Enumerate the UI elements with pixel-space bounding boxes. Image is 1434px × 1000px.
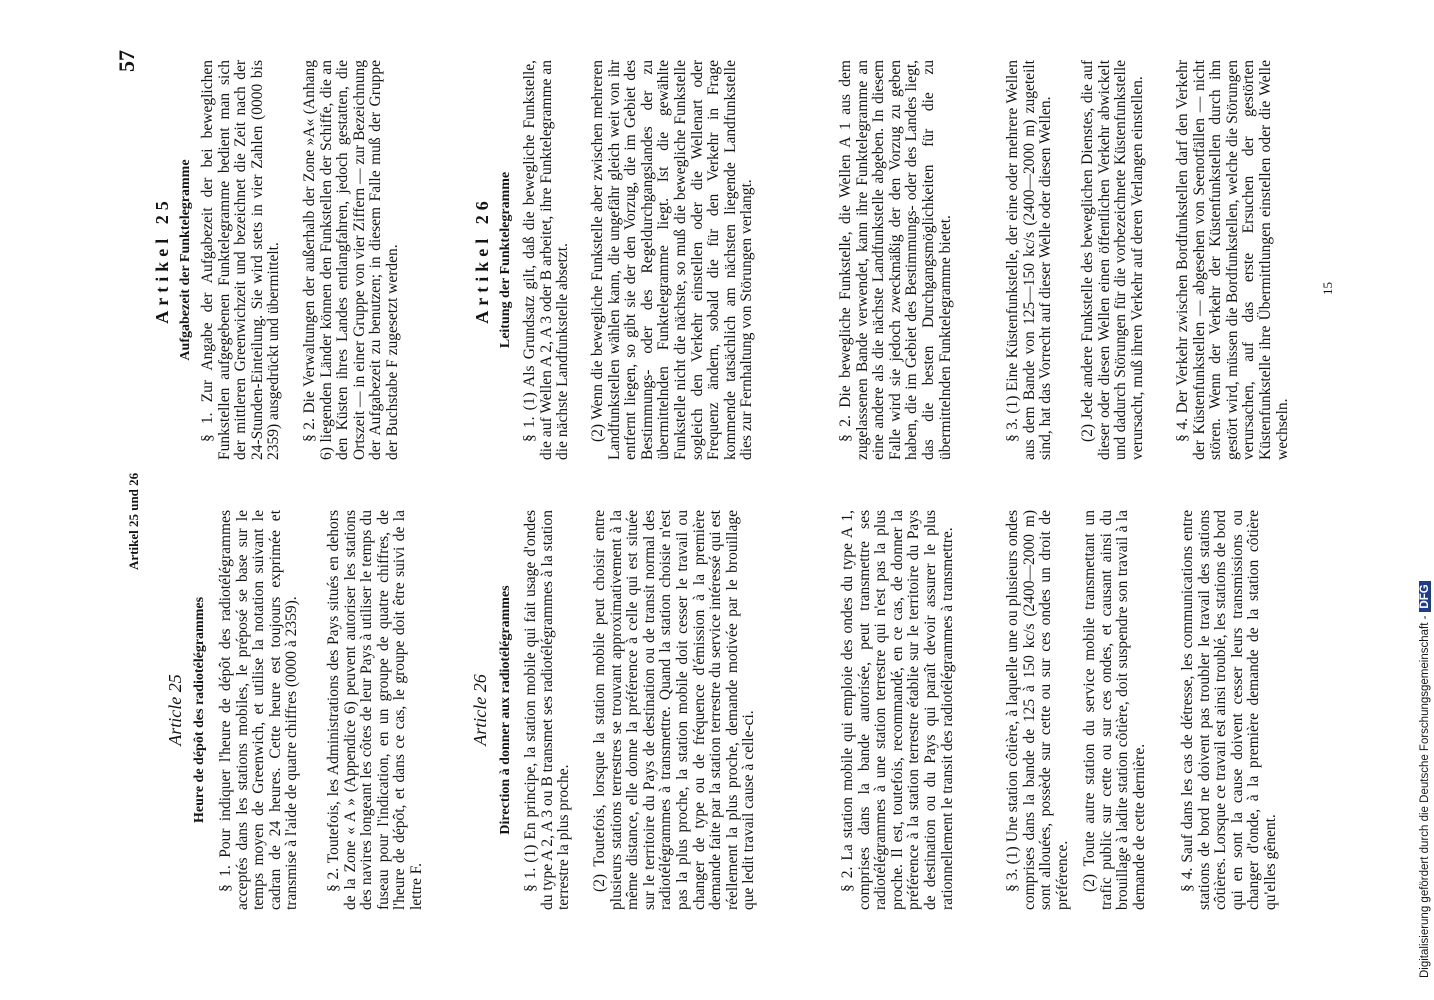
digitization-note [1419,18,1431,978]
de-article-26-title: Artikel 26 [472,196,492,324]
fr-art26-para-4: § 3. (1) Une station côtière, à laquelle une ou plusieurs ondes comprises dans la bande de 125 à 150 kc/s (2400—2000 m) sont allouées, possède sur cette ou sur ces ondes un droit de préférence. [1004,510,1071,910]
fr-art26-para-6: § 4. Sauf dans les cas de détresse, les communications entre stations de bord ne doivent pas troubler le travail des stations côtières. Lorsque ce travail est ainsi troublé, les stations de bord qui en sont la cause doivent cesser leurs transmissions ou changer d'onde, à la première demande de la station côtière qu'elles gênent. [1179,510,1279,910]
de-article-25-title: Artikel 25 [152,196,172,324]
digitization-text: Digitalisierung gefördert durch die Deutsche Forschungsgemeinschaft - [1419,615,1431,978]
de-art26-para-2: (2) Wenn die bewegliche Funkstelle aber zwischen mehreren Landfunkstellen wählen kann, die ungefähr gleich weit von ihr entfernt liegen, so gibt sie der den Vorzug, die im Gebiet des Bestimmungs- oder des Regeldurchgangslandes der zu übermittelnden Funktelegramme liegt. Ist die gewählte Funkstelle nicht die nächste, so muß die bewegliche Funkstelle sogleich den Verkehr einstellen oder die Wellenart oder Frequenz ändern, sobald die für den Verkehr in Frage kommende tatsächlich am nächsten liegende Landfunkstelle dies zur Fernhaltung von Störungen verlangt. [589,60,756,460]
fr-art26-para-2: (2) Toutefois, lorsque la station mobile peut choisir entre plusieurs stations terrestres se trouvant approximativement à la même distance, elle donne la préférence à celle qui est située sur le territoire du Pays de destination ou de transit normal des radiotélégrammes à transmettre. Quand la station choisie n'est pas la plus proche, la station mobile doit cesser le travail ou changer de type ou de fréquence d'émission à la première demande faite par la station terrestre du service intéressé qui est réellement la plus proche, demande motivée par le brouillage que ledit travail cause à celle-ci. [591,510,758,910]
de-art26-para-5: (2) Jede andere Funkstelle des beweglichen Dienstes, die auf dieser oder diesen Wellen einen öffentlichen Verkehr abwickelt und dadurch Störungen für die vorbezeichnete Küstenfunkstelle verursacht, muß ihren Verkehr auf deren Verlangen einstellen. [1079,60,1146,460]
de-art26-para-6: § 4. Der Verkehr zwischen Bordfunkstellen darf den Verkehr der Küstenfunkstellen — abgesehen von Seenotfällen — nicht stören. Wenn der Verkehr der Küstenfunkstellen durch ihn gestört wird, müssen die Bordfunkstellen, welche die Störungen verursachen, auf das erste Ersuchen der gestörten Küstenfunkstelle ihre Übermittlungen einstellen oder die Welle wechseln. [1174,60,1291,460]
de-art25-para-1: § 1. Zur Angabe der Aufgabezeit der bei beweglichen Funkstellen aufgegebenen Funktelegramme bedient man sich der mittleren Greenwichzeit und bezeichnet die Zeit nach der 24-Stunden-Einteilung. Sie wird stets in vier Zahlen (0000 bis 2359) ausgedrückt und übermittelt. [199,60,283,460]
de-art25-para-2: § 2. Die Verwaltungen der außerhalb der Zone »A« (Anhang 6) liegenden Länder können den Funkstellen der Schiffe, die an den Küsten ihres Landes entlangfahren, jedoch gestatten, die Ortszeit — in einer Gruppe von vier Ziffern — zur Bezeichnung der Aufgabezeit zu benutzen; in diesem Falle muß der Gruppe der Buchstabe F zugesetzt werden. [301,60,401,460]
fr-art25-para-1: § 1. Pour indiquer l'heure de dépôt des radiotélégrammes acceptés dans les stations mobiles, le préposé se base sur le temps moyen de Greenwich, et utilise la notation suivant le cadran de 24 heures. Cette heure est toujours exprimée et transmise à l'aide de quatre chiffres (0000 à 2359). [217,510,301,910]
de-art26-para-4: § 3. (1) Eine Küstenfunkstelle, der eine oder mehrere Wellen aus dem Bande von 125—150 kc/s (2400—2000 m) zugeteilt sind, hat das Vorrecht auf dieser Welle oder diesen Wellen. [1004,60,1055,460]
fr-article-25-subtitle: Heure de dépôt des radiotélégrammes [192,596,207,824]
de-art26-para-3: § 2. Die bewegliche Funkstelle, die Wellen A 1 aus dem zugelassenen Bande verwendet, kann ihre Funktelegramme an eine andere als die nächste Landfunkstelle abgeben. In diesem Falle wird sie jedoch zweckmäßig der den Vorzug zu geben haben, die im Gebiet des Bestimmungs- oder des Landes liegt, das die besten Durchgangsmöglichkeiten für die zu übermittelnden Funktelegramme bietet. [837,60,954,460]
fr-art26-para-5: (2) Toute autre station du service mobile transmettant un trafic public sur cette ou sur ces ondes, et causant ainsi du brouillage à ladite station côtière, doit suspendre son travail à la demande de cette dernière. [1081,510,1148,910]
fr-article-25-title: Article 25 [165,674,185,746]
de-art26-para-1: § 1. (1) Als Grundsatz gilt, daß die bewegliche Funkstelle, die auf Wellen A 2, A 3 oder B arbeitet, ihre Funktelegramme an die nächste Landfunkstelle absetzt. [521,60,572,460]
rotated-page [20,0,1420,1000]
page-number: 57 [114,50,139,72]
fr-article-26-subtitle: Direction à donner aux radiotélégrammes [498,585,513,835]
footer-number: 15 [1320,282,1335,295]
running-head: Artikel 25 und 26 [126,472,141,570]
fr-art25-para-2: § 2. Toutefois, les Administrations des Pays situés en dehors de la Zone « A » (Appendice 6) peuvent autoriser les stations des navires longeant les côtes de leur Pays à utiliser le temps du fuseau pour l'indication, en un groupe de quatre chiffres, de l'heure de dépôt, et dans ce cas, le groupe doit être suivi de la lettre F. [325,510,425,910]
de-article-25-subtitle: Aufgabezeit der Funktelegramme [178,159,193,361]
dfg-logo: DFG [1419,581,1431,611]
de-article-26-subtitle: Leitung der Funktelegramme [498,171,513,349]
fr-article-26-title: Article 26 [470,674,490,746]
fr-art26-para-3: § 2. La station mobile qui emploie des ondes du type A 1, comprises dans la bande autorisée, peut transmettre ses radiotélégrammes à une station terrestre qui n'est pas la plus proche. Il est, toutefois, recommandé, en ce cas, de donner la préférence à la station terrestre établie sur le territoire du Pays de destination ou du Pays qui paraît devoir assurer le plus rationnellement le transit des radiotélégrammes à transmettre. [839,510,956,910]
digitization-sidebar [1420,4,1434,996]
fr-art26-para-1: § 1. (1) En principe, la station mobile qui fait usage d'ondes du type A 2, A 3 ou B transmet ses radiotélégrammes à la station terrestre la plus proche. [522,510,573,910]
